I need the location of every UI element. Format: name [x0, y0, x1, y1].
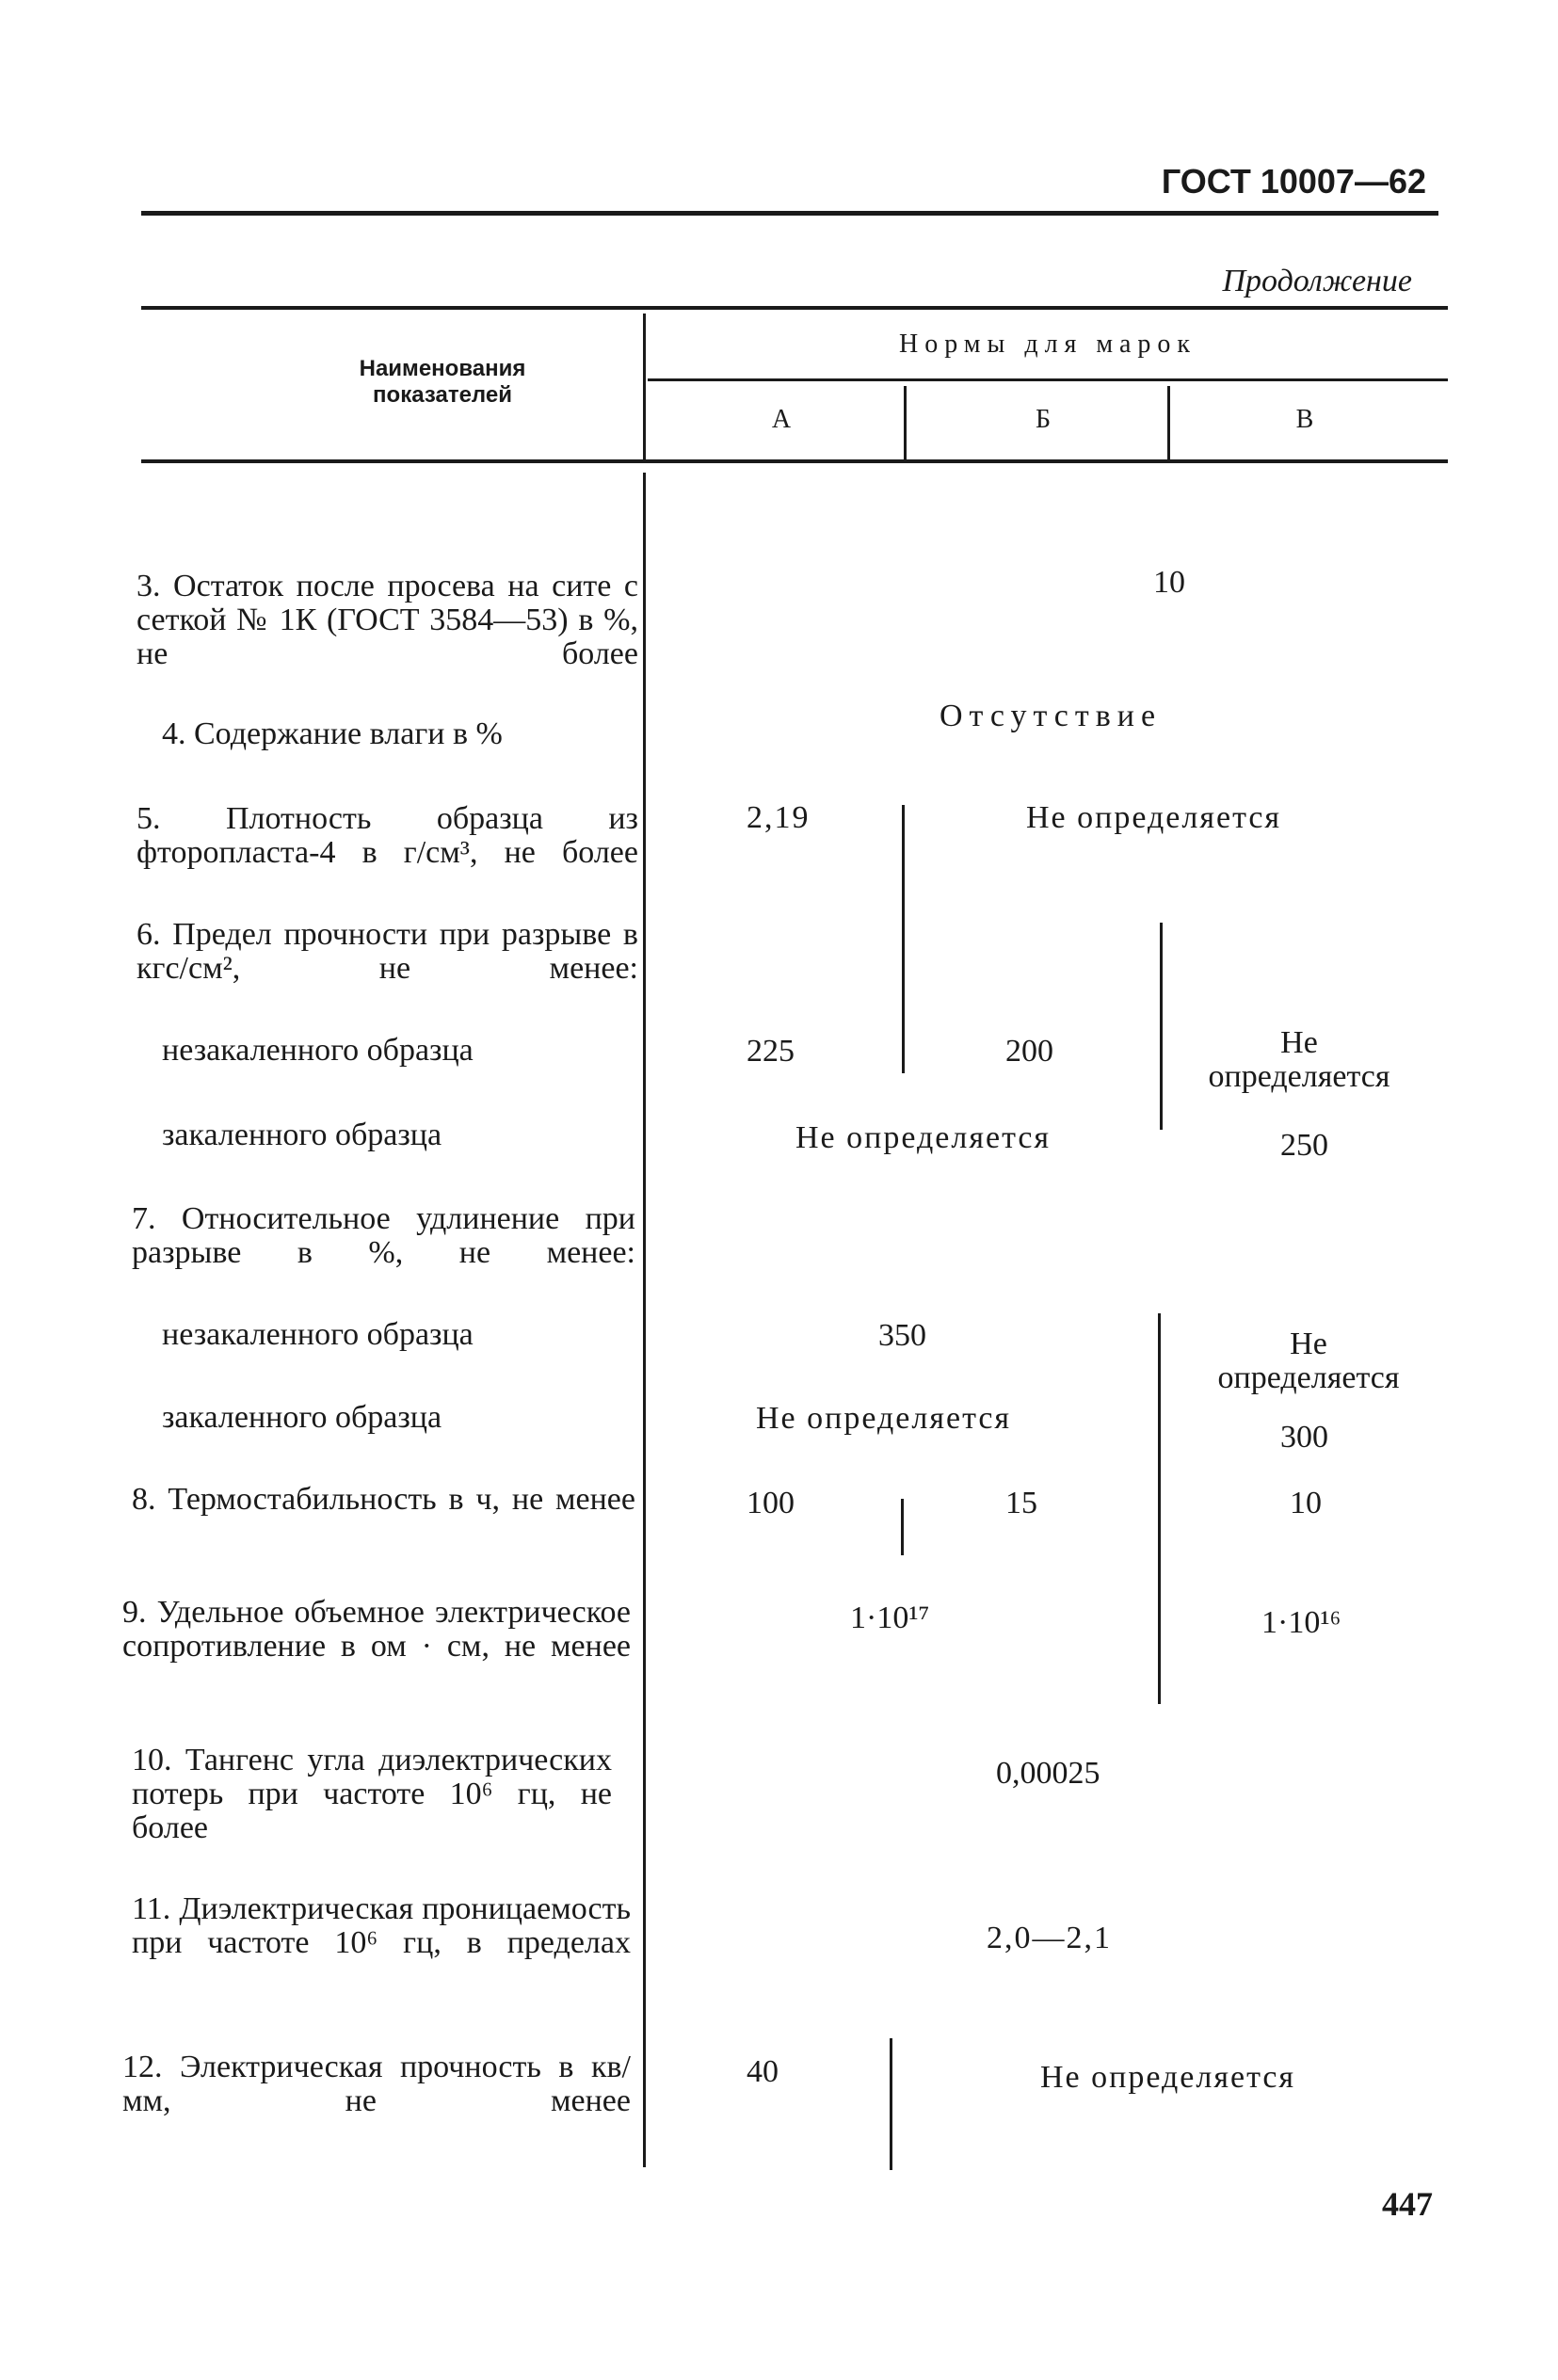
row-7-sub1-name: незакаленного образца — [162, 1317, 474, 1352]
norms-divider-rule — [648, 378, 1448, 381]
row-9-grade-ab: 1·10¹⁷ — [850, 1600, 930, 1635]
document-code: ГОСТ 10007—62 — [1161, 162, 1426, 201]
row-7-sub2-name: закаленного образца — [162, 1400, 442, 1435]
continuation-label: Продолжение — [1222, 264, 1412, 298]
row-8-name: 8. Термостабильность в ч, не менее — [132, 1482, 635, 1517]
grade-b-v-divider-r7-r9 — [1158, 1313, 1161, 1704]
row-12-grade-a: 40 — [747, 2054, 779, 2089]
row-8-grade-a: 100 — [747, 1486, 795, 1520]
page-number: 447 — [1382, 2185, 1433, 2223]
grade-a-header: А — [771, 405, 792, 434]
row-5-grade-a: 2,19 — [747, 800, 811, 835]
row-10-value: 0,00025 — [996, 1756, 1100, 1791]
row-6-sub1-name: незакаленного образца — [162, 1033, 474, 1068]
column-header-names: Наименования показателей — [359, 356, 526, 408]
row-8-grade-v: 10 — [1290, 1486, 1322, 1520]
row-6-sub1-grade-v: Не определяется — [1208, 1025, 1390, 1094]
row-4-value: Отсутствие — [940, 699, 1163, 733]
grade-b-header: Б — [1035, 405, 1052, 434]
grade-v-header: В — [1295, 405, 1314, 434]
table-header-bottom-rule — [141, 459, 1448, 463]
row-6-sub2-name: закаленного образца — [162, 1118, 442, 1152]
row-6-sub2-grade-v: 250 — [1280, 1128, 1328, 1163]
row-7-sub2-grade-v: 300 — [1280, 1420, 1328, 1455]
row-7-name: 7. Относительное удлинение при разрыве в %, не менее: — [132, 1201, 635, 1270]
row-3-name: 3. Остаток после просева на сите с сеткой № 1К (ГОСТ 3584—53) в %, не более — [137, 569, 638, 671]
row-6-sub2-grade-ab: Не определяется — [795, 1120, 1052, 1155]
row-5-grade-bv: Не определяется — [1026, 800, 1282, 835]
row-12-name: 12. Электрическая прочность в кв/мм, не менее — [122, 2050, 631, 2118]
row-9-grade-v: 1·10¹⁶ — [1261, 1605, 1341, 1640]
norms-header: Нормы для марок — [899, 330, 1197, 359]
row-5-name: 5. Плотность образца из фторопласта-4 в г/см³, не более — [137, 801, 638, 870]
row-6-sub1-grade-b: 200 — [1005, 1034, 1053, 1069]
grade-b-v-divider-header — [1167, 386, 1170, 459]
row-6-sub1-grade-a: 225 — [747, 1034, 795, 1069]
row-4-name: 4. Содержание влаги в % — [162, 716, 503, 751]
row-3-value: 10 — [1153, 565, 1185, 600]
header-rule — [141, 211, 1438, 216]
grade-a-b-divider-r8 — [901, 1499, 904, 1555]
grade-a-b-divider-header — [904, 386, 907, 459]
row-10-name: 10. Тангенс угла диэлектрических потерь при частоте 10⁶ гц, не более — [132, 1743, 612, 1845]
row-12-grade-bv: Не определяется — [1040, 2060, 1296, 2095]
row-7-sub2-grade-ab: Не определяется — [756, 1401, 1012, 1436]
row-6-name: 6. Предел прочности при разрыве в кгс/см², не менее: — [137, 917, 638, 986]
row-11-name: 11. Диэлектрическая проницаемость при частоте 10⁶ гц, в пределах — [132, 1891, 631, 1960]
row-7-sub1-grade-v: Не определяется — [1217, 1327, 1400, 1395]
grade-b-v-divider-r6 — [1160, 923, 1163, 1130]
names-column-divider-header — [643, 314, 646, 459]
row-8-grade-b: 15 — [1005, 1486, 1037, 1520]
table-top-rule — [141, 306, 1448, 310]
grade-a-b-divider-r5-r6 — [902, 805, 905, 1073]
row-11-value: 2,0—2,1 — [987, 1921, 1112, 1955]
row-7-sub1-grade-ab: 350 — [878, 1318, 926, 1353]
grade-a-b-divider-r12 — [890, 2038, 892, 2170]
row-9-name: 9. Удельное объемное электрическое сопротивление в ом · см, не менее — [122, 1595, 631, 1664]
